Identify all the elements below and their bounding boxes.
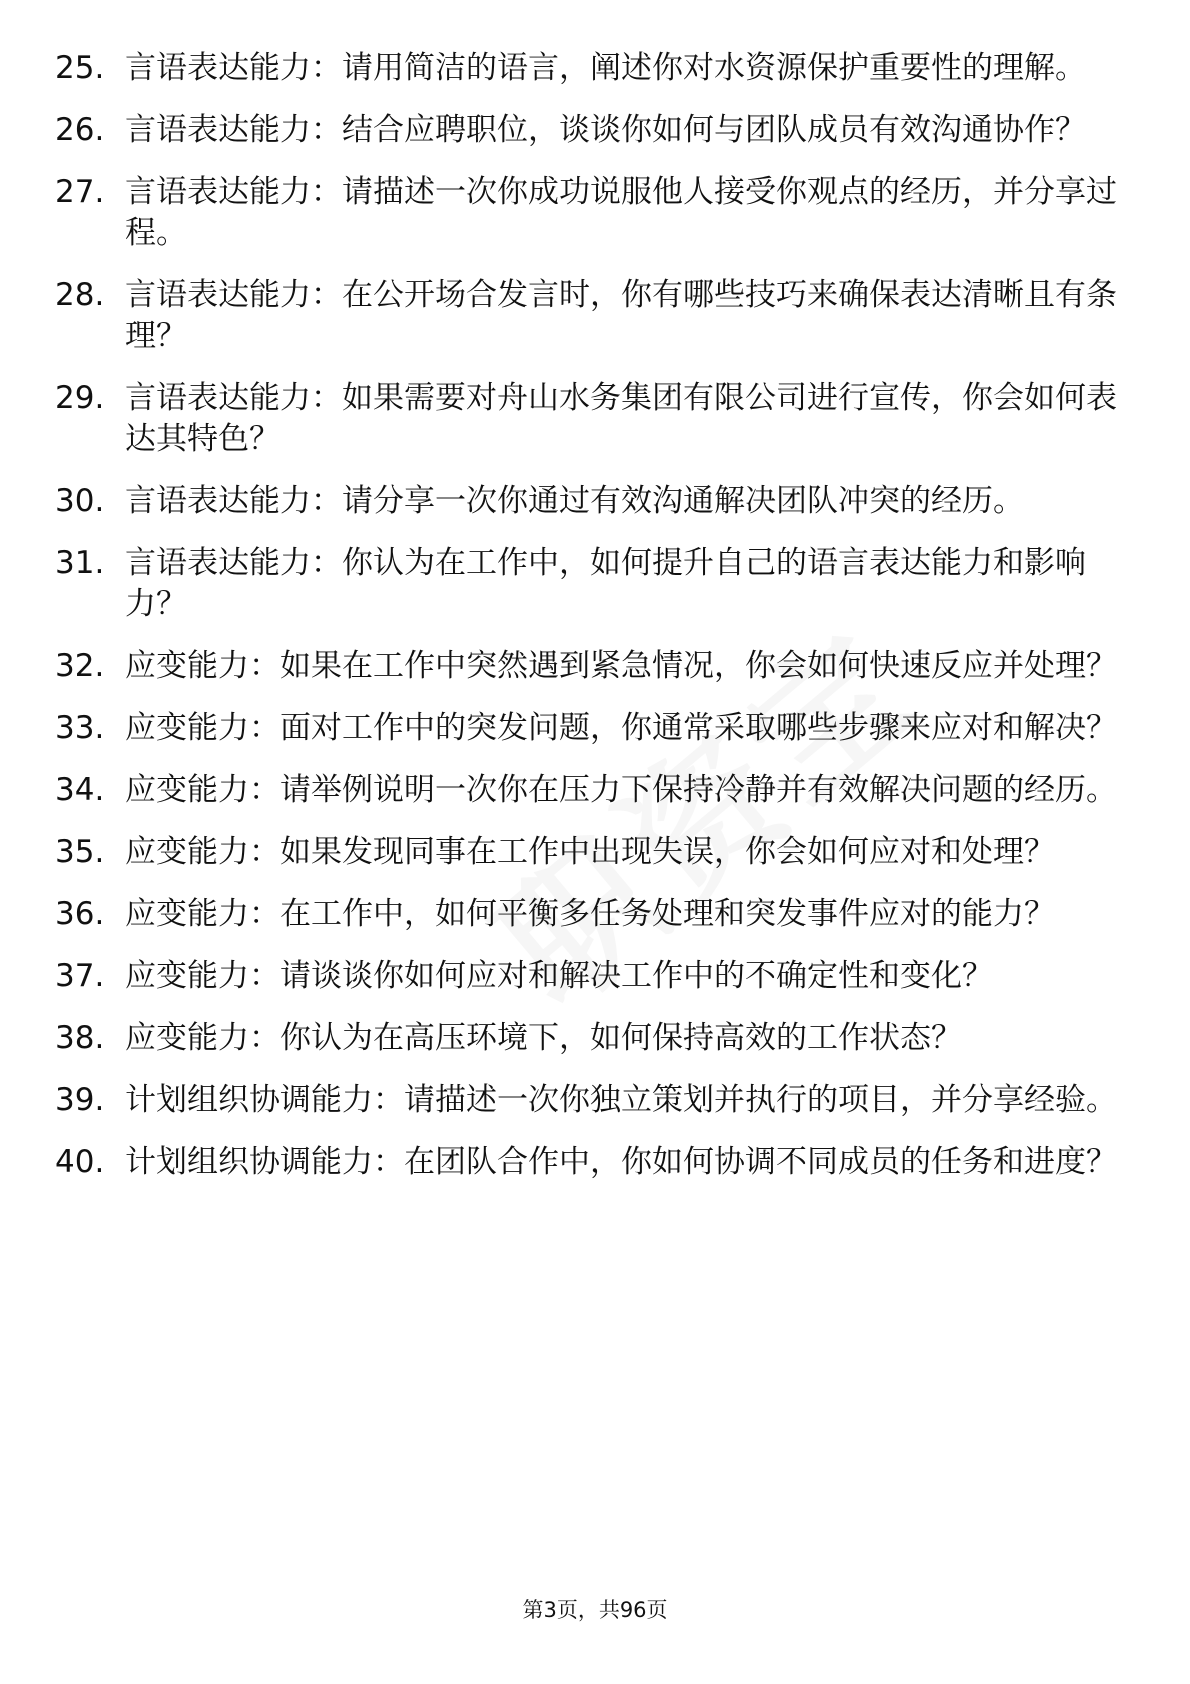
question-item (55, 1080, 1135, 1121)
question-list (55, 48, 1135, 1204)
question-number: 32. (55, 648, 105, 684)
question-number: 34. (55, 772, 105, 808)
question-item (55, 894, 1135, 935)
question-item (55, 708, 1135, 749)
question-text: 应变能力：你认为在高压环境下，如何保持高效的工作状态？ (125, 1020, 962, 1056)
question-item (55, 1142, 1135, 1183)
question-item (55, 275, 1135, 357)
question-item (55, 172, 1135, 254)
question-text: 应变能力：如果发现同事在工作中出现失误，你会如何应对和处理？ (125, 834, 1055, 870)
question-text: 应变能力：请举例说明一次你在压力下保持冷静并有效解决问题的经历。 (125, 772, 1117, 808)
question-number: 25. (55, 50, 105, 86)
question-text: 言语表达能力：请用简洁的语言，阐述你对水资源保护重要性的理解。 (125, 50, 1086, 86)
question-item (55, 832, 1135, 873)
question-item (55, 646, 1135, 687)
question-number: 30. (55, 483, 105, 519)
question-text: 应变能力：在工作中，如何平衡多任务处理和突发事件应对的能力？ (125, 896, 1055, 932)
question-text: 计划组织协调能力：请描述一次你独立策划并执行的项目，并分享经验。 (125, 1082, 1117, 1118)
question-item (55, 110, 1135, 151)
question-number: 27. (55, 174, 105, 210)
question-number: 38. (55, 1020, 105, 1056)
question-number: 40. (55, 1144, 105, 1180)
question-number: 31. (55, 545, 105, 581)
page-number-label: 第3页，共96页 (522, 1598, 668, 1622)
question-item (55, 1018, 1135, 1059)
question-text: 应变能力：如果在工作中突然遇到紧急情况，你会如何快速反应并处理？ (125, 648, 1117, 684)
question-item (55, 543, 1135, 625)
page-footer (0, 1594, 1190, 1624)
question-number: 39. (55, 1082, 105, 1118)
question-number: 36. (55, 896, 105, 932)
question-number: 33. (55, 710, 105, 746)
question-text: 计划组织协调能力：在团队合作中，你如何协调不同成员的任务和进度？ (125, 1144, 1117, 1180)
question-text: 言语表达能力：结合应聘职位，谈谈你如何与团队成员有效沟通协作？ (125, 112, 1086, 148)
question-number: 29. (55, 380, 105, 416)
question-number: 37. (55, 958, 105, 994)
question-text: 应变能力：请谈谈你如何应对和解决工作中的不确定性和变化？ (125, 958, 993, 994)
question-item (55, 956, 1135, 997)
question-text: 言语表达能力：请分享一次你通过有效沟通解决团队冲突的经历。 (125, 483, 1024, 519)
question-number: 35. (55, 834, 105, 870)
question-text: 应变能力：面对工作中的突发问题，你通常采取哪些步骤来应对和解决？ (125, 710, 1117, 746)
question-text: 言语表达能力：请描述一次你成功说服他人接受你观点的经历，并分享过程。 (125, 174, 1117, 251)
question-item (55, 481, 1135, 522)
question-number: 28. (55, 277, 105, 313)
question-number: 26. (55, 112, 105, 148)
question-item (55, 48, 1135, 89)
question-text: 言语表达能力：如果需要对舟山水务集团有限公司进行宣传，你会如何表达其特色？ (125, 380, 1117, 457)
question-text: 言语表达能力：在公开场合发言时，你有哪些技巧来确保表达清晰且有条理？ (125, 277, 1117, 354)
question-text: 言语表达能力：你认为在工作中，如何提升自己的语言表达能力和影响力？ (125, 545, 1086, 622)
question-item (55, 770, 1135, 811)
question-item (55, 378, 1135, 460)
